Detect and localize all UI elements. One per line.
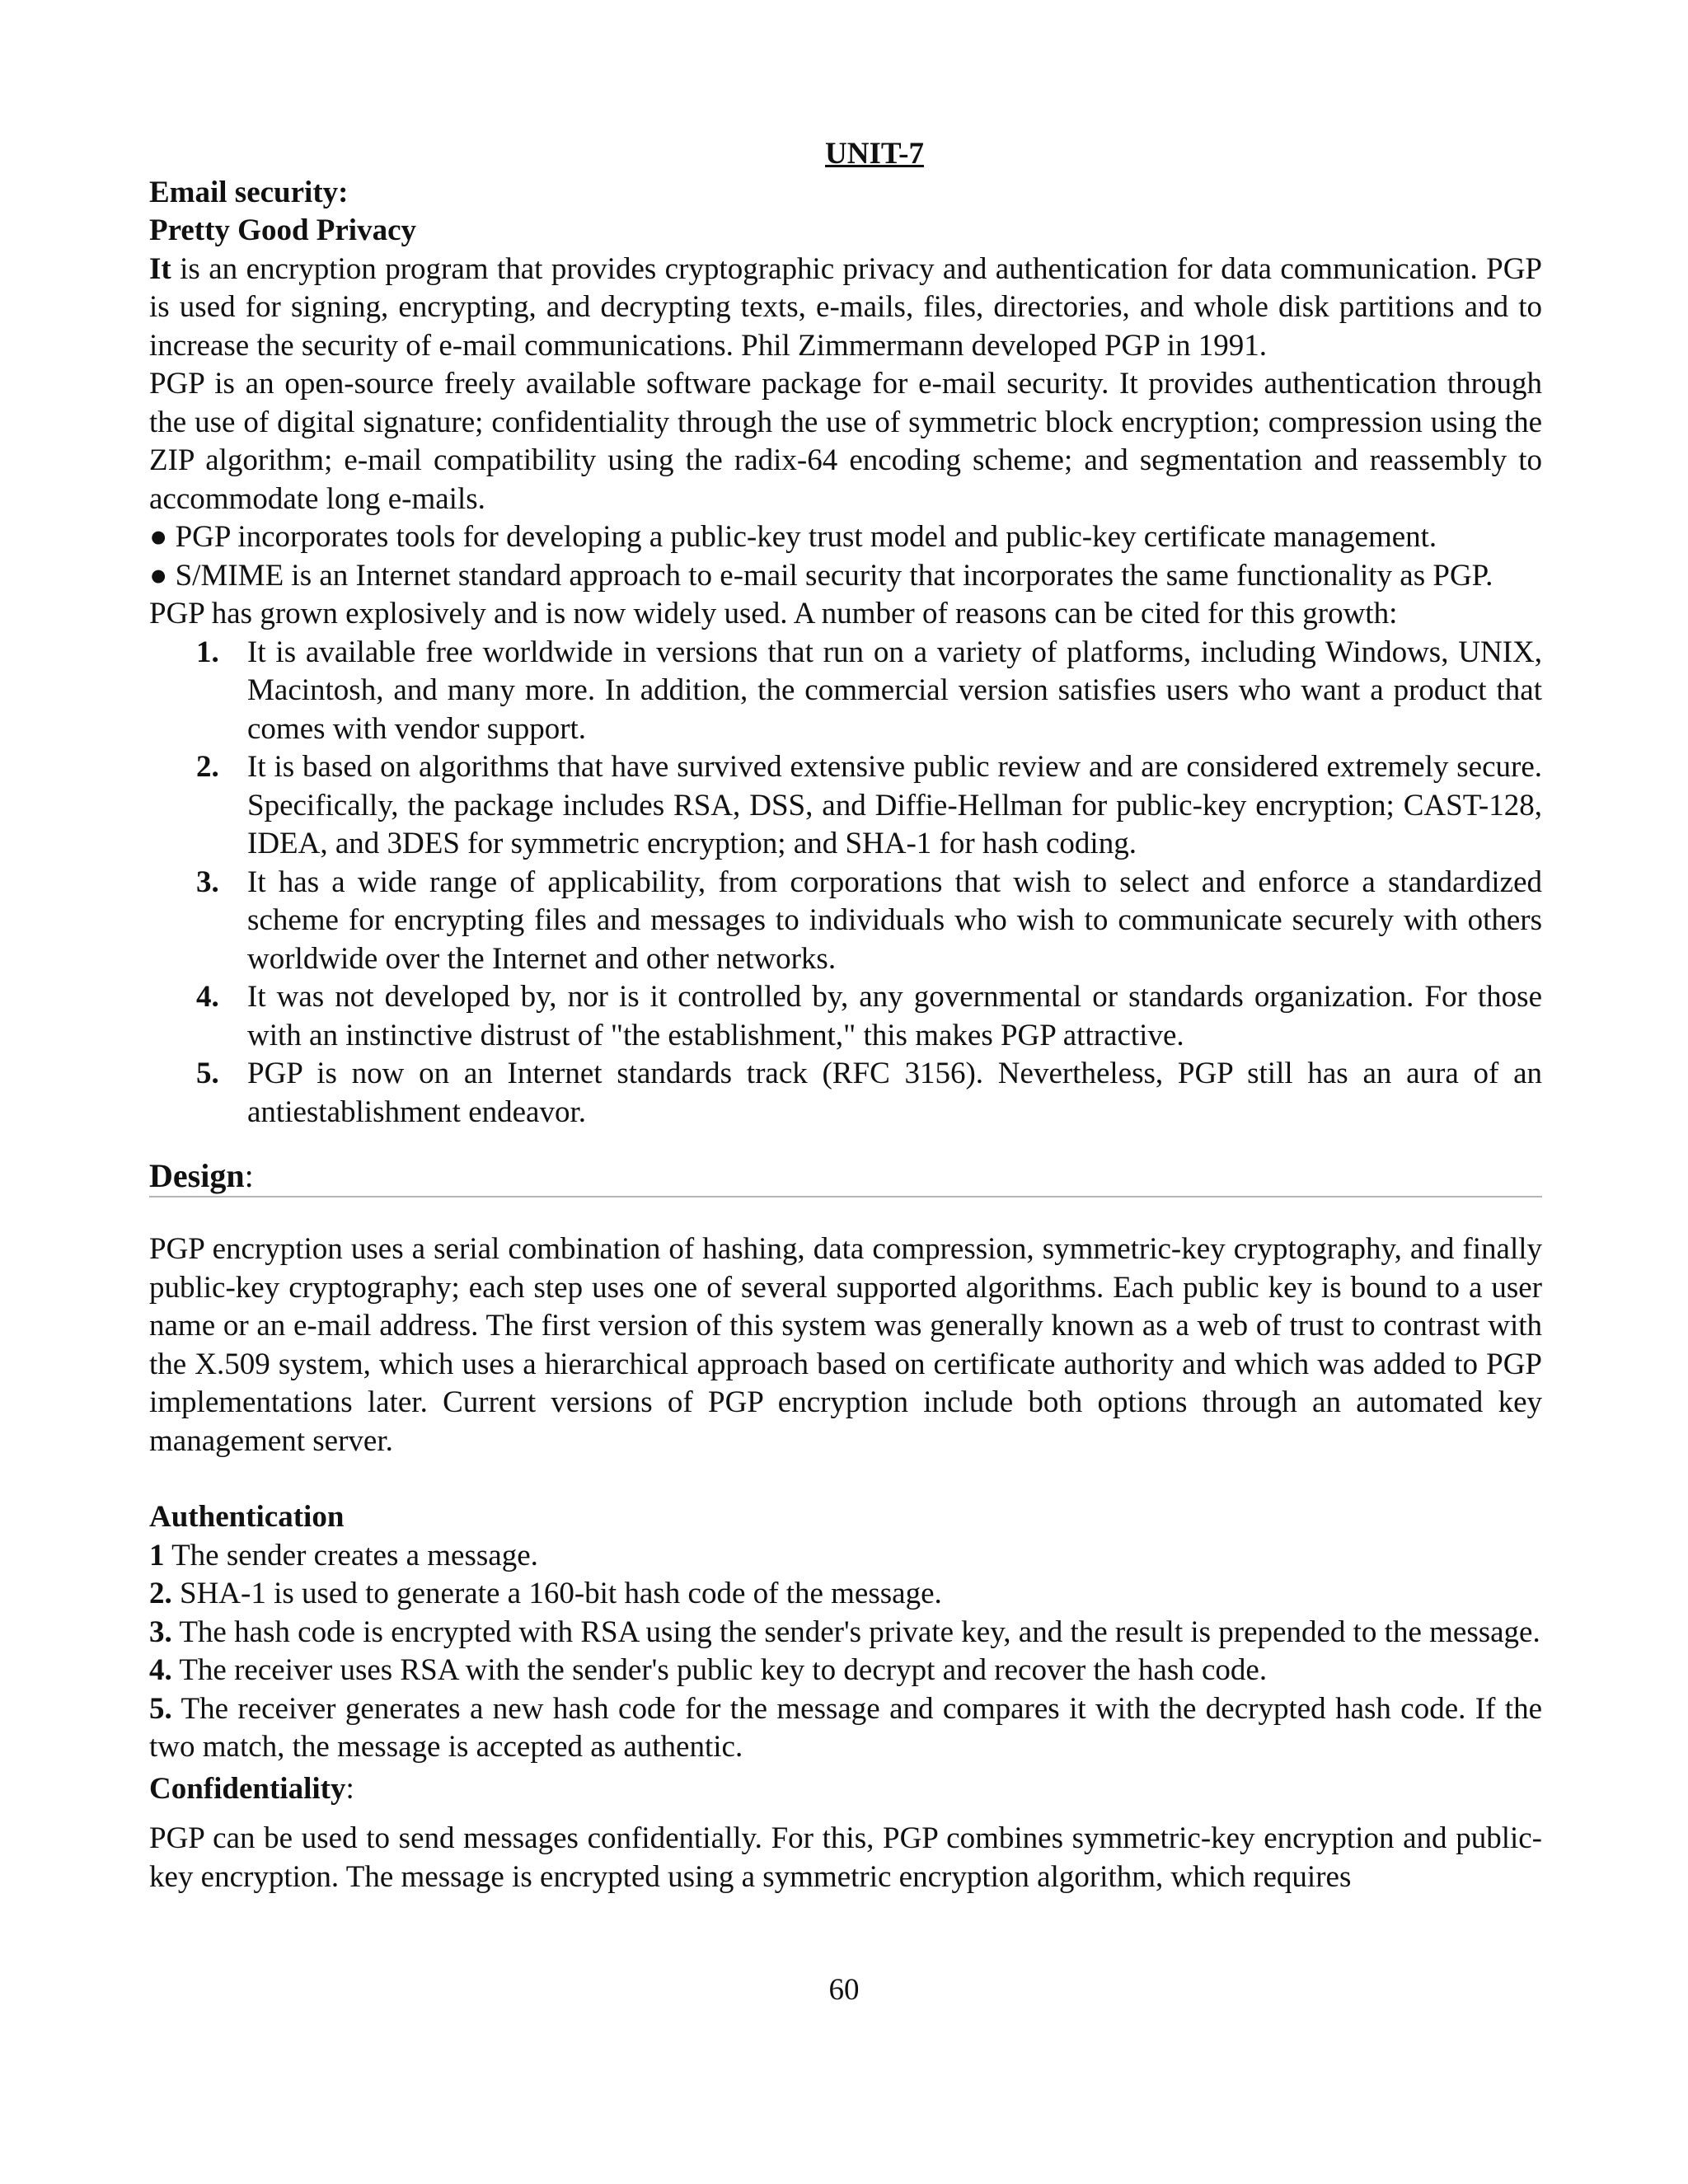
bullet-item: ● S/MIME is an Internet standard approach to e-mail security that incorporates the same functionality as PGP. [149,558,1493,593]
reason-number: 3. [196,865,219,899]
intro-lead: It [149,251,171,286]
auth-step-text: The receiver uses RSA with the sender's public key to decrypt and recover the hash code. [171,1653,1268,1687]
intro-paragraph [149,251,1542,366]
reason-item [196,748,1542,864]
auth-step [149,1614,1542,1652]
auth-step-text: The receiver generates a new hash code for the message and compares it with the decrypted hash code. If the two match, the message is accepted as authentic. [149,1691,1542,1764]
growth-intro: PGP has grown explosively and is now widely used. A number of reasons can be cited for this growth: [149,597,1398,630]
design-heading-colon: : [244,1157,254,1194]
page-content [149,135,1542,1896]
design-paragraph: PGP encryption uses a serial combination of hashing, data compression, symmetric-key cryptography, and finally public-key cryptography; each step uses one of several supported algorithms. Each public key is bound to a user name or an e-mail address. The first version of this system was generally known as a web of trust to contrast with the X.509 system, which uses a hierarchical approach based on certificate authority and which was added to PGP implementations later. Current versions of PGP encryption include both options through an automated key management server. [149,1232,1542,1458]
confidentiality-heading [149,1770,1542,1809]
reason-text: It is available free worldwide in versions that run on a variety of platforms, including Windows, UNIX, Macintosh, and many more. In addition, the commercial version satisfies users who want a product that comes with vendor support. [247,635,1542,746]
reason-text: It has a wide range of applicability, from corporations that wish to select and enforce a standardized scheme for encrypting files and messages to individuals who wish to communicate securely with others worldwide over the Internet and other networks. [247,865,1542,976]
authentication-heading: Authentication [149,1500,345,1534]
reason-item [196,1055,1542,1132]
reason-item [196,978,1542,1055]
auth-step-number: 3. [149,1615,172,1649]
auth-step-number: 1 [149,1538,165,1572]
reason-number: 1. [196,635,219,669]
reasons-list [149,634,1542,1132]
section-title: Email security: [149,175,349,209]
auth-step-number: 4. [149,1653,172,1687]
auth-step-number: 2. [149,1577,172,1610]
auth-step-text: The sender creates a message. [164,1538,538,1572]
reason-text: It is based on algorithms that have survived extensive public review and are considered extremely secure. Specifically, the package includes RSA, DSS, and Diffie-Hellman for public-key encryption; CAST-128, IDEA, and 3DES for symmetric encryption; and SHA-1 for hash coding. [247,750,1542,860]
unit-title: UNIT-7 [825,137,924,171]
reason-item [196,634,1542,749]
bullet-item: ● PGP incorporates tools for developing a public-key trust model and public-key certificate management. [149,520,1437,554]
reason-number: 5. [196,1057,219,1090]
auth-step-text: SHA-1 is used to generate a 160-bit hash code of the message. [171,1577,942,1610]
auth-step [149,1537,1542,1576]
reason-item [196,864,1542,979]
design-heading-text: Design [149,1157,245,1194]
auth-step-text: The hash code is encrypted with RSA using the sender's private key, and the result is prepended to the message. [171,1615,1540,1649]
confidentiality-heading-colon: : [345,1771,354,1806]
confidentiality-heading-text: Confidentiality [149,1771,346,1806]
overview-paragraph: PGP is an open-source freely available software package for e-mail security. It provides authentication through the use of digital signature; confidentiality through the use of symmetric block encryption; compression using the ZIP algorithm; e-mail compatibility using the radix-64 encoding scheme; and segmentation and reassembly to accommodate long e-mails. [149,367,1542,516]
auth-step-number: 5. [149,1691,172,1726]
auth-step [149,1652,1542,1690]
reason-number: 4. [196,980,219,1014]
auth-step [149,1690,1542,1767]
reason-text: It was not developed by, nor is it controlled by, any governmental or standards organization. For those with an instinctive distrust of "the establishment," this makes PGP attractive. [247,980,1542,1052]
confidentiality-paragraph: PGP can be used to send messages confidentially. For this, PGP combines symmetric-key encryption and public-key encryption. The message is encrypted using a symmetric encryption algorithm, which requires [149,1821,1542,1894]
reason-text: PGP is now on an Internet standards track (RFC 3156). Nevertheless, PGP still has an aura of an antiestablishment endeavor. [247,1057,1542,1129]
design-heading [149,1156,1542,1197]
page-number: 60 [828,1973,860,2007]
subsection-title: Pretty Good Privacy [149,213,417,247]
auth-step [149,1575,1542,1614]
intro-text: is an encryption program that provides cryptographic privacy and authentication for data communication. PGP is used for signing, encrypting, and decrypting texts, e-mails, files, directories, and whole disk partitions and to increase the security of e-mail communications. Phil Zimmermann developed PGP in 1991. [149,251,1543,363]
reason-number: 2. [196,750,219,784]
